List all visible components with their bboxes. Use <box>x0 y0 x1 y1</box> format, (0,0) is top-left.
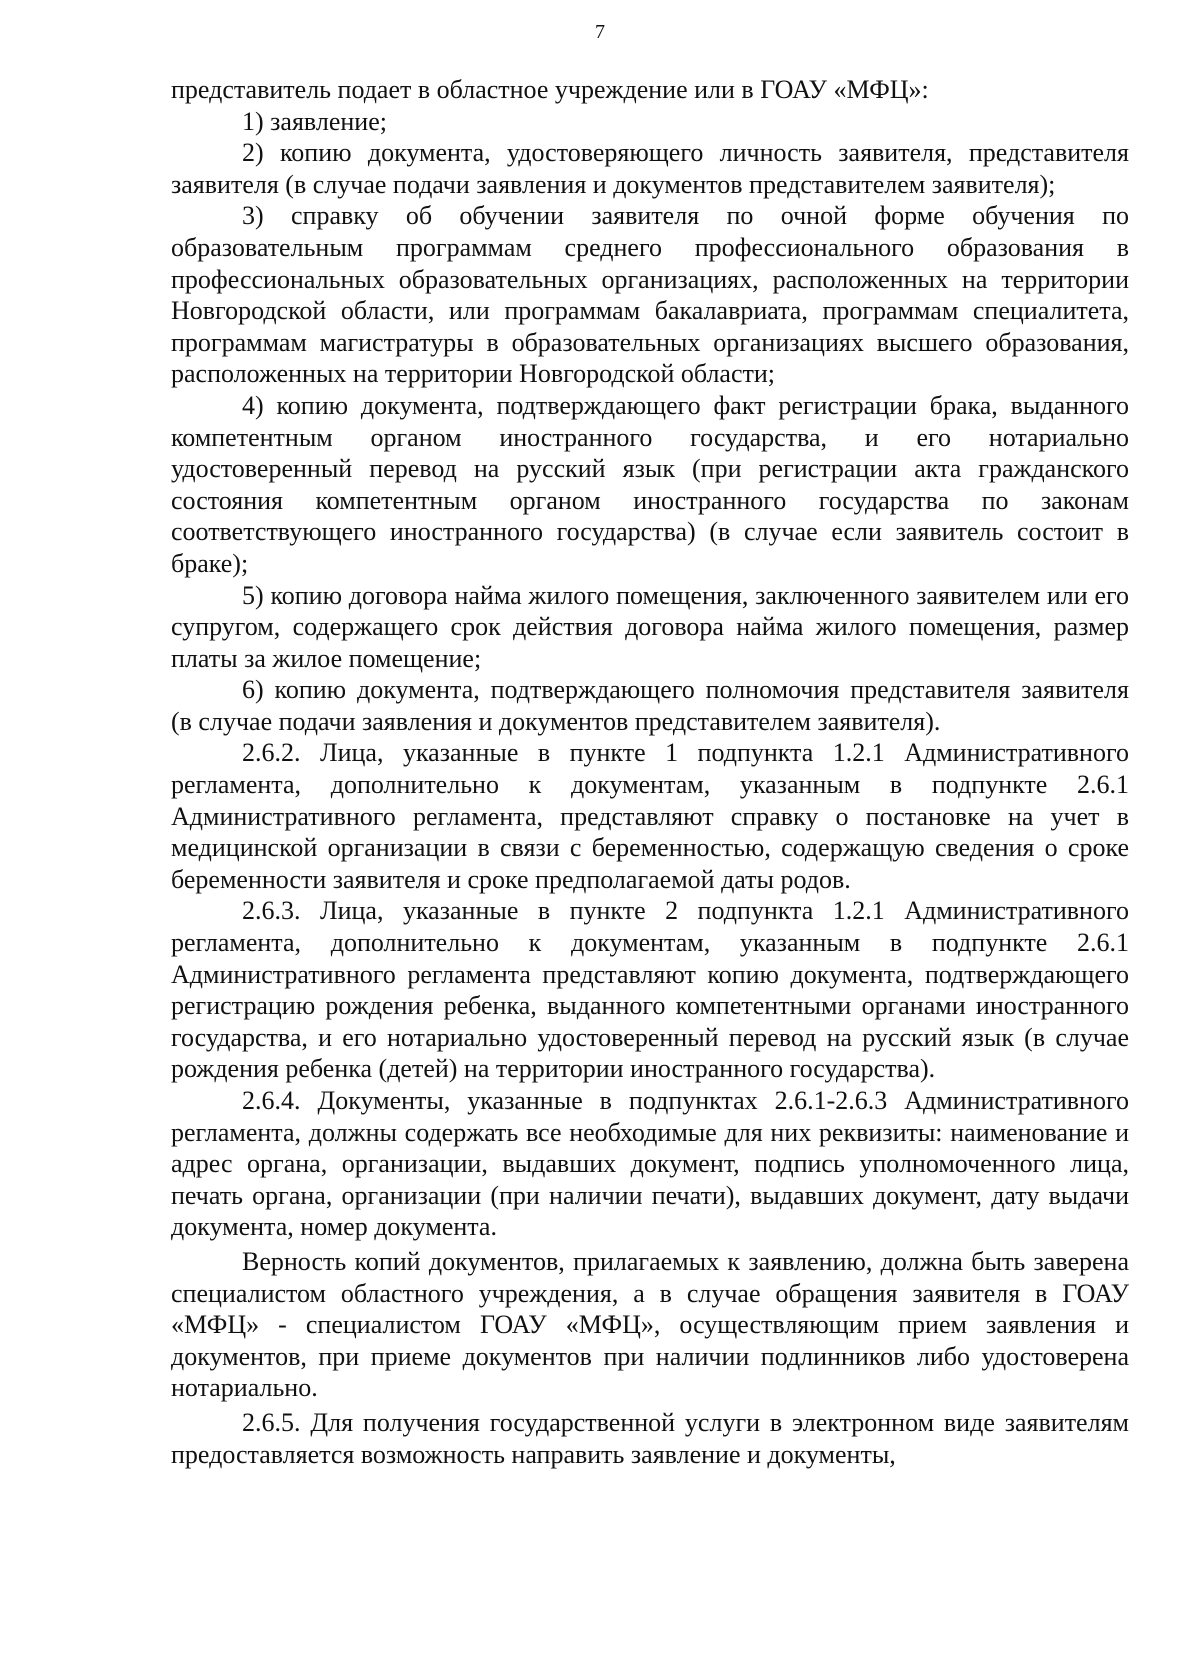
list-item-5: 5) копию договора найма жилого помещения, заключенного заявителем или его супругом, содержащего срок действия договора найма жилого помещения, размер платы за жилое помещение; <box>171 580 1129 673</box>
list-item-1: 1) заявление; <box>242 106 387 136</box>
paragraph-continuation: представитель подает в областное учреждение или в ГОАУ «МФЦ»: <box>171 75 929 104</box>
list-item-6: 6) копию документа, подтверждающего полномочия представителя заявителя (в случае подачи заявления и документов представителем заявителя). <box>171 675 1129 736</box>
document-body <box>171 74 1129 1470</box>
list-item-3: 3) справку об обучении заявителя по очной форме обучения по образовательным программам среднего профессионального образования в профессиональных образовательных организациях, расположенных на территории Новгородской области, или программам бакалавриата, программам специалитета, программам магистратуры в образовательных организациях высшего образования, расположенных на территории Новгородской области; <box>171 201 1129 389</box>
clause-2-6-4: 2.6.4. Документы, указанные в подпунктах 2.6.1-2.6.3 Административного регламента, должны содержать все необходимые для них реквизиты: наименование и адрес органа, организации, выдавших документ, подпись уполномоченного лица, печать органа, организации (при наличии печати), выдавших документ, дату выдачи документа, номер документа. <box>171 1086 1129 1242</box>
list-item-2: 2) копию документа, удостоверяющего личность заявителя, представителя заявителя (в случае подачи заявления и документов представителем заявителя); <box>171 138 1129 199</box>
clause-2-6-5: 2.6.5. Для получения государственной услуги в электронном виде заявителям предоставляется возможность направить заявление и документы, <box>171 1407 1129 1469</box>
copies-verification-paragraph: Верность копий документов, прилагаемых к заявлению, должна быть заверена специалистом областного учреждения, а в случае обращения заявителя в ГОАУ «МФЦ» - специалистом ГОАУ «МФЦ», осуществляющим прием заявления и документов, при приеме документов при наличии подлинников либо удостоверена нотариально. <box>171 1246 1129 1403</box>
list-item-4: 4) копию документа, подтверждающего факт регистрации брака, выданного компетентным органом иностранного государства, и его нотариально удостоверенный перевод на русский язык (при регистрации акта гражданского состояния компетентным органом иностранного государства по законам соответствующего иностранного государства) (в случае если заявитель состоит в браке); <box>171 390 1129 578</box>
clause-2-6-2: 2.6.2. Лица, указанные в пункте 1 подпункта 1.2.1 Административного регламента, дополнительно к документам, указанным в подпункте 2.6.1 Административного регламента, представляют справку о постановке на учет в медицинской организации в связи с беременностью, содержащую сведения о сроке беременности заявителя и сроке предполагаемой даты родов. <box>171 738 1129 894</box>
page-number: 7 <box>595 21 605 43</box>
clause-2-6-3: 2.6.3. Лица, указанные в пункте 2 подпункта 1.2.1 Административного регламента, дополнительно к документам, указанным в подпункте 2.6.1 Административного регламента представляют копию документа, подтверждающего регистрацию рождения ребенка, выданного компетентными органами иностранного государства, и его нотариально удостоверенный перевод на русский язык (в случае рождения ребенка (детей) на территории иностранного государства). <box>171 896 1129 1084</box>
